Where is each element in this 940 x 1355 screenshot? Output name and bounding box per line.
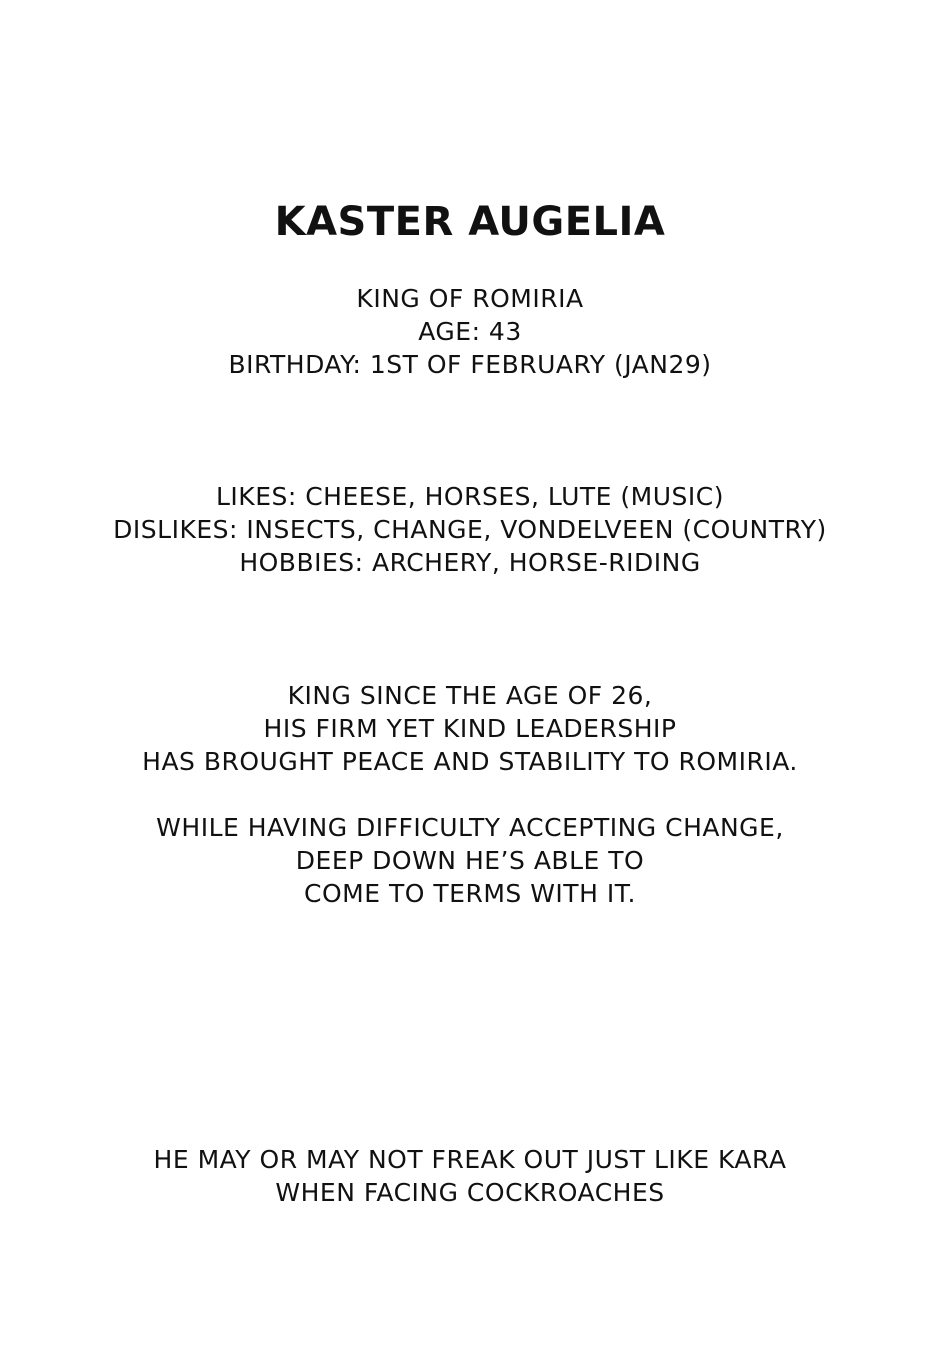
bio-line: COME TO TERMS WITH IT. <box>304 879 636 908</box>
bio-paragraph-2 <box>0 811 940 910</box>
bio-line: DEEP DOWN HE’S ABLE TO <box>295 846 645 875</box>
bio-paragraph-1 <box>0 679 940 778</box>
dislikes-text: DISLIKES: INSECTS, CHANGE, VONDELVEEN (COUNTRY) <box>113 515 827 544</box>
age-text: AGE: 43 <box>418 317 522 346</box>
character-name-title <box>0 196 940 248</box>
bio-line: KING SINCE THE AGE OF 26, <box>287 681 653 710</box>
character-name: KASTER AUGELIA <box>274 199 666 245</box>
bio-line: WHILE HAVING DIFFICULTY ACCEPTING CHANGE, <box>156 813 784 842</box>
preferences-info <box>0 480 940 579</box>
profile-info <box>0 282 940 381</box>
trivia-note <box>0 1143 940 1209</box>
birthday-text: BIRTHDAY: 1ST OF FEBRUARY (JAN29) <box>228 350 712 379</box>
note-line: WHEN FACING COCKROACHES <box>275 1178 665 1207</box>
role-text: KING OF ROMIRIA <box>356 284 584 313</box>
note-line: HE MAY OR MAY NOT FREAK OUT JUST LIKE KARA <box>153 1145 787 1174</box>
bio-line: HAS BROUGHT PEACE AND STABILITY TO ROMIRIA. <box>142 747 798 776</box>
bio-line: HIS FIRM YET KIND LEADERSHIP <box>263 714 677 743</box>
likes-text: LIKES: CHEESE, HORSES, LUTE (MUSIC) <box>216 482 724 511</box>
hobbies-text: HOBBIES: ARCHERY, HORSE-RIDING <box>239 548 701 577</box>
